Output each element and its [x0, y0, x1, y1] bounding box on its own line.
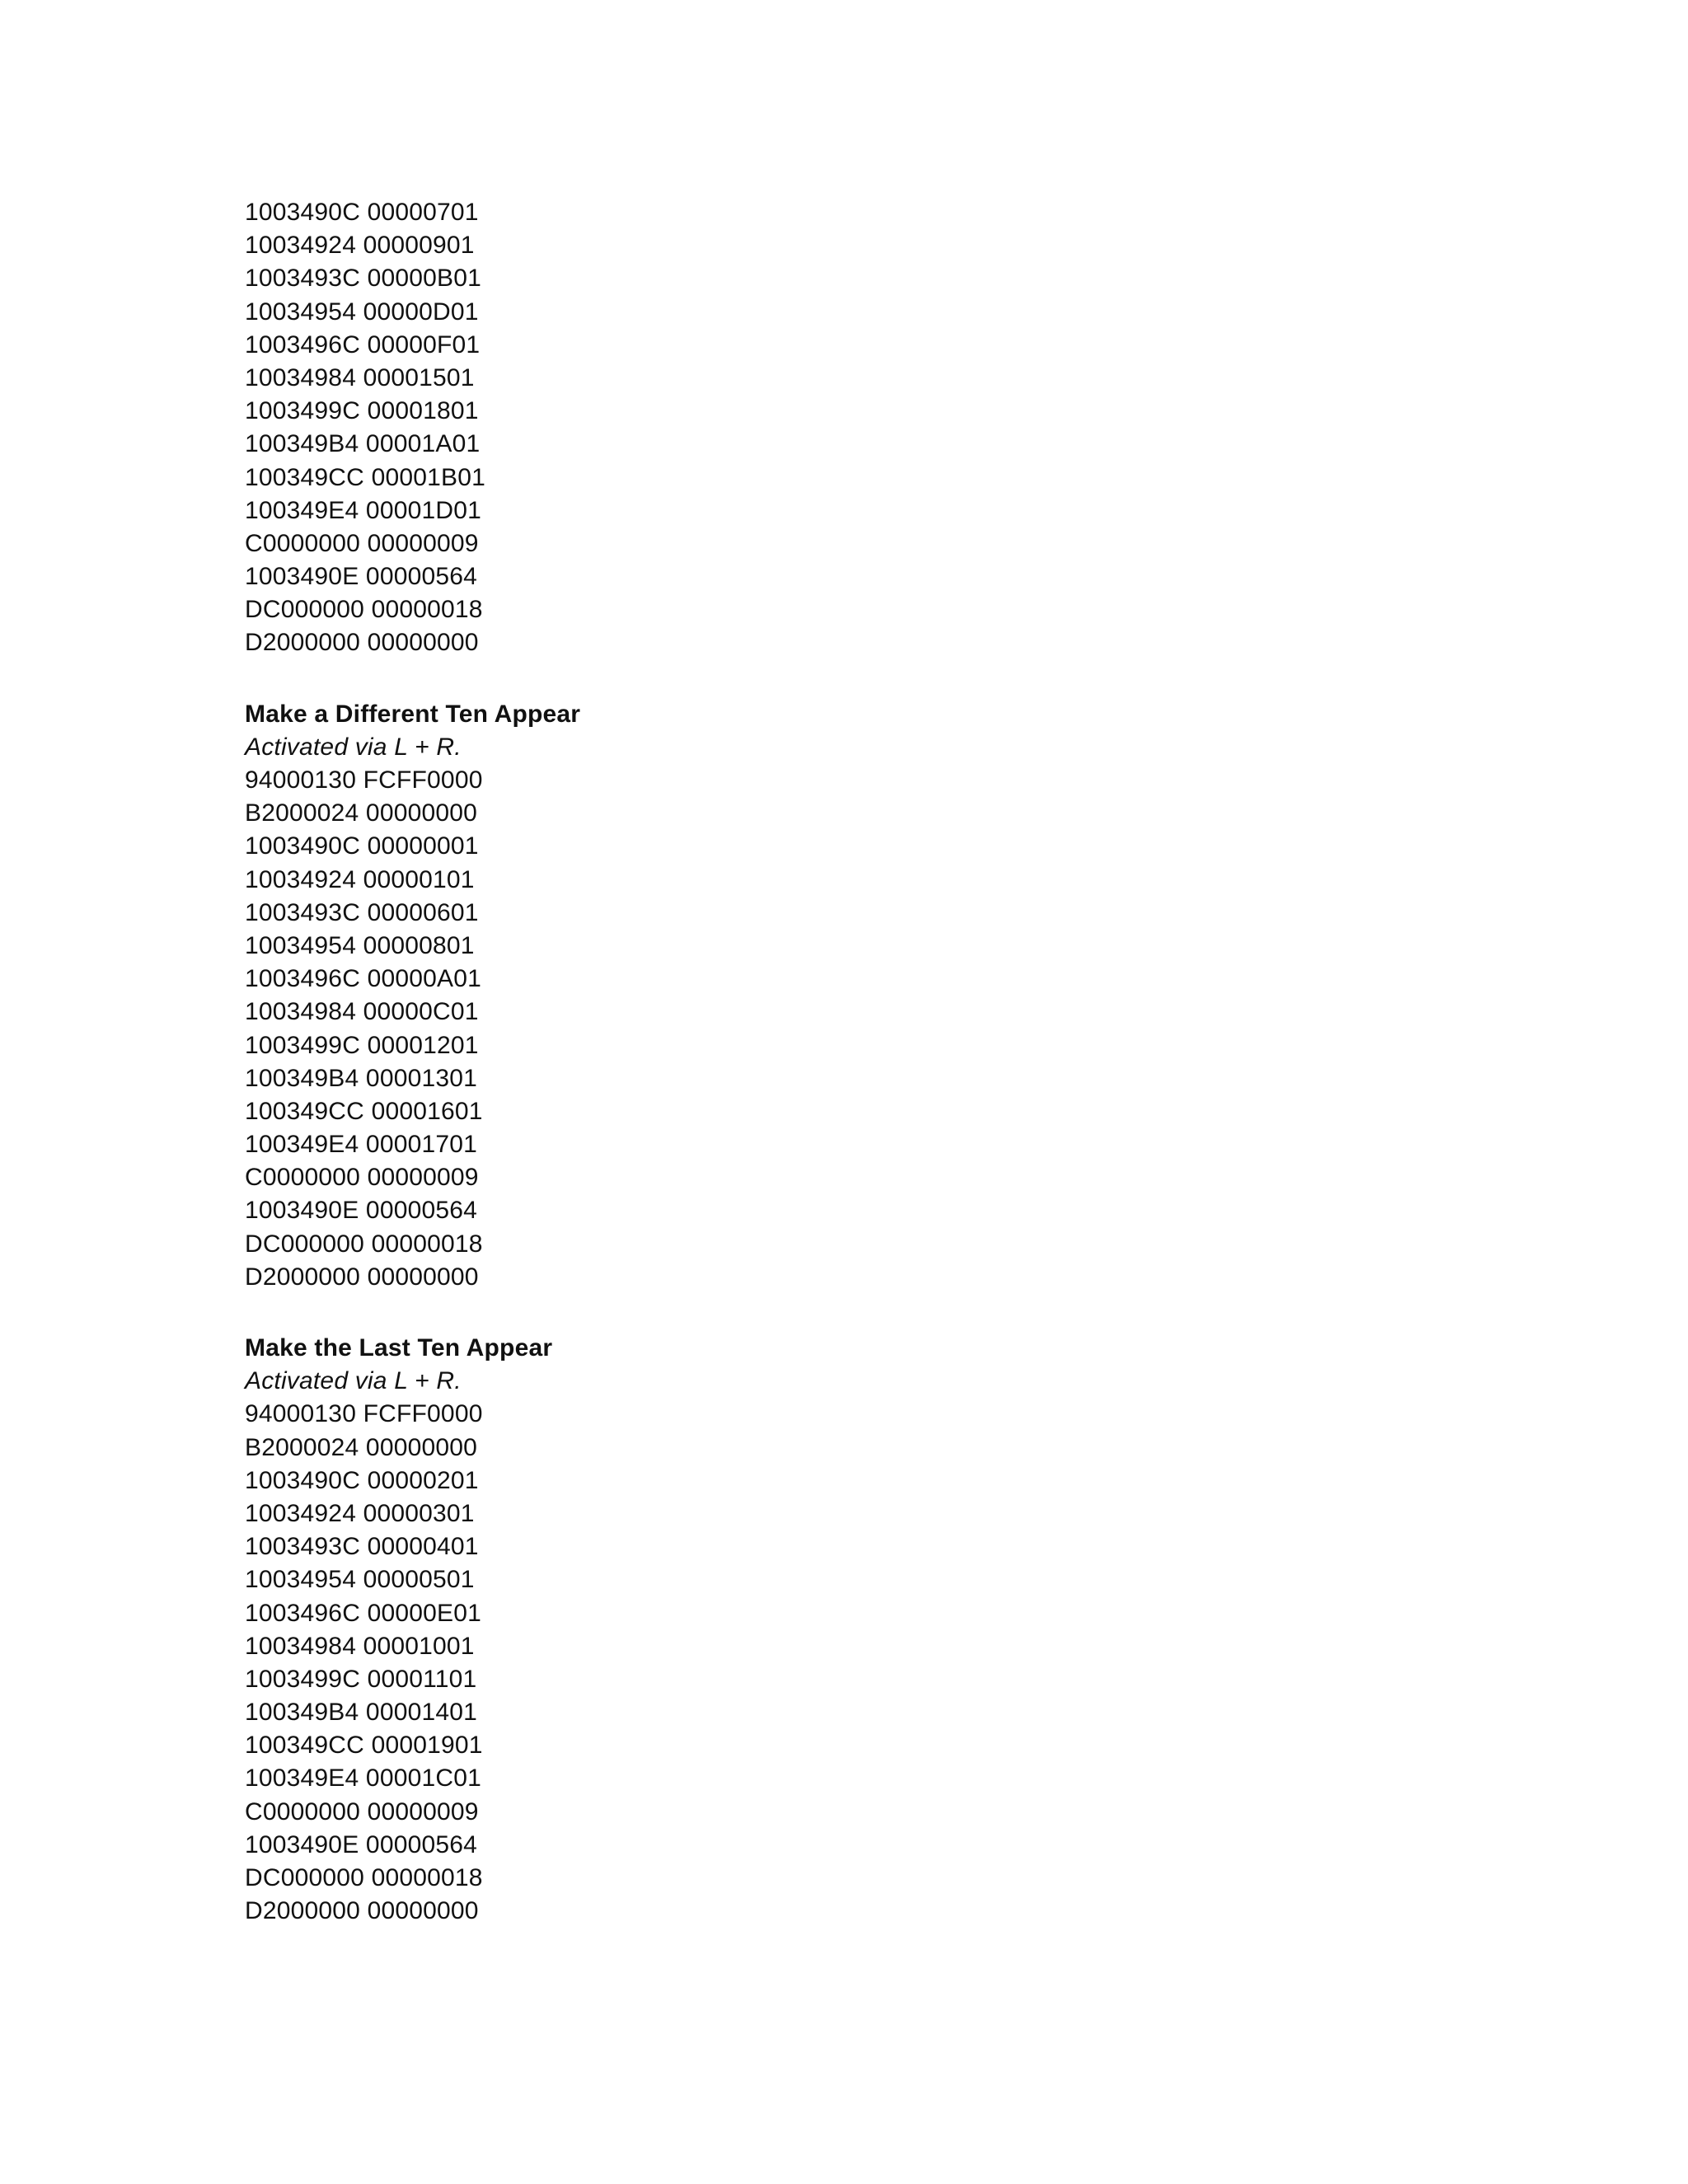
- code-line: 100349E4 00001D01: [245, 496, 481, 524]
- code-line: 1003499C 00001201: [245, 1031, 479, 1059]
- code-line: 10034984 00001001: [245, 1632, 475, 1660]
- code-line: DC000000 00000018: [245, 596, 483, 624]
- code-line: B2000024 00000000: [245, 799, 478, 827]
- code-line: 10034984 00000C01: [245, 998, 479, 1026]
- code-line: 94000130 FCFF0000: [245, 1400, 483, 1428]
- code-line: 1003490E 00000564: [245, 563, 478, 591]
- code-line: D2000000 00000000: [245, 629, 479, 657]
- code-line: 100349CC 00001B01: [245, 463, 485, 491]
- code-line: 1003499C 00001801: [245, 397, 479, 425]
- activation-note: Activated via L + R.: [245, 1367, 462, 1395]
- code-line: 10034954 00000501: [245, 1566, 475, 1594]
- section-title: Make a Different Ten Appear: [245, 700, 581, 728]
- code-line: 1003493C 00000601: [245, 898, 479, 926]
- code-line: 100349B4 00001301: [245, 1064, 478, 1092]
- code-line: 10034924 00000301: [245, 1499, 475, 1527]
- code-line: C0000000 00000009: [245, 1164, 479, 1192]
- code-line: 10034954 00000801: [245, 931, 475, 959]
- code-block-continuation: [245, 196, 1481, 660]
- document-page: [245, 196, 1481, 1928]
- code-line: 100349E4 00001C01: [245, 1765, 481, 1793]
- code-line: 10034984 00001501: [245, 363, 475, 391]
- code-line: C0000000 00000009: [245, 529, 479, 557]
- code-line: 1003496C 00000E01: [245, 1599, 481, 1627]
- code-line: 100349B4 00001A01: [245, 430, 481, 458]
- code-line: 1003496C 00000F01: [245, 330, 481, 359]
- code-line: 1003493C 00000401: [245, 1533, 479, 1561]
- section-title: Make the Last Ten Appear: [245, 1334, 553, 1361]
- code-line: 10034954 00000D01: [245, 298, 479, 326]
- code-line: DC000000 00000018: [245, 1230, 483, 1258]
- code-line: 1003493C 00000B01: [245, 265, 481, 293]
- code-line: D2000000 00000000: [245, 1897, 479, 1925]
- section-last-ten: [245, 1332, 1481, 1928]
- code-line: 1003496C 00000A01: [245, 965, 481, 993]
- code-line: C0000000 00000009: [245, 1797, 479, 1825]
- code-line: 100349CC 00001601: [245, 1097, 483, 1125]
- code-line: B2000024 00000000: [245, 1433, 478, 1461]
- activation-note: Activated via L + R.: [245, 733, 462, 761]
- code-line: 10034924 00000901: [245, 232, 475, 260]
- section-gap: [245, 660, 1481, 698]
- code-line: 1003490E 00000564: [245, 1830, 478, 1858]
- code-line: 1003490C 00000201: [245, 1466, 479, 1494]
- code-line: 1003490C 00000701: [245, 199, 479, 226]
- section-gap: [245, 1294, 1481, 1332]
- code-line: 100349E4 00001701: [245, 1131, 478, 1159]
- code-line: 1003499C 00001101: [245, 1665, 477, 1693]
- code-line: 10034924 00000101: [245, 865, 475, 893]
- code-line: 100349B4 00001401: [245, 1699, 478, 1727]
- code-line: 1003490E 00000564: [245, 1197, 478, 1225]
- code-line: D2000000 00000000: [245, 1263, 479, 1291]
- code-line: 100349CC 00001901: [245, 1732, 483, 1760]
- code-line: 94000130 FCFF0000: [245, 766, 483, 794]
- code-line: 1003490C 00000001: [245, 832, 479, 860]
- section-different-ten: [245, 698, 1481, 1294]
- code-line: DC000000 00000018: [245, 1864, 483, 1891]
